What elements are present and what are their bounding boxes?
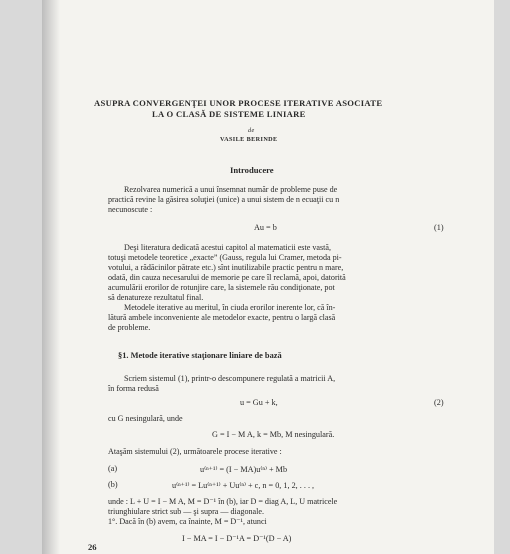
intro-heading: Introducere [230,165,274,175]
paragraph-line: să denatureze rezultatul final. [108,293,204,302]
paragraph-line: triunghiulare strict sub — şi supra — diagonale. [108,507,264,516]
paragraph-line: Scriem sistemul (1), printr-o descompunere regulată a matricii A, [124,374,336,383]
paragraph-line: cu G nesingulară, unde [108,414,183,423]
paragraph-line: în forma redusă [108,384,159,393]
paragraph-line: lătură ambele inconveniente ale metodelor exacte, pentru o largă clasă [108,313,336,322]
paragraph-line: necunoscute : [108,205,153,214]
paragraph-line: practică revine la găsirea soluţiei (unice) a unui sistem de n ecuaţii cu n [108,195,340,204]
paragraph-line: Rezolvarea numerică a unui însemnat număr de probleme puse de [124,185,338,194]
paragraph-line: acumulării erorilor de rotunjire care, la sistemele rău condiţionate, pot [108,283,335,292]
equation-3: G = I − M A, k = Mb, M nesingulară. [212,430,335,439]
equation-2: u = Gu + k, [240,398,278,407]
paragraph-line: Ataşăm sistemului (2), următoarele procese iterative : [108,447,282,456]
document-page [42,0,494,554]
paragraph-line: totuşi metodele teoretice „exacte” (Gauss, regula lui Cramer, metoda pi- [108,253,342,262]
paper-title-line-2: LA O CLASĂ DE SISTEME LINIARE [152,109,306,119]
equation-1-number: (1) [434,223,444,232]
process-b-equation: u⁽ⁿ⁺¹⁾ = Lu⁽ⁿ⁺¹⁾ + Uu⁽ⁿ⁾ + c, n = 0, 1, 2, . . . , [172,481,315,490]
page-number: 26 [88,542,97,552]
paragraph-line: unde : L + U = I − M A, M = D⁻¹ în (b), iar D = diag A, L, U matricele [108,497,338,506]
equation-1: Au = b [254,223,277,232]
paragraph-line: odată, din cauza necesarului de memorie pe care îl reclamă, apoi, datorită [108,273,346,282]
paragraph-line: Metodele iterative au meritul, în ciuda erorilor inerente lor, că în- [124,303,336,312]
byline-de: de [248,127,255,134]
section-heading: §1. Metode iterative staţionare liniare de bază [118,351,282,360]
equation-4: I − MA = I − D⁻¹A = D⁻¹(D − A) [182,534,292,543]
process-a-label: (a) [108,464,118,473]
paragraph-line: de probleme. [108,323,151,332]
equation-2-number: (2) [434,398,444,407]
process-b-label: (b) [108,480,118,489]
process-a-equation: u⁽ⁿ⁺¹⁾ = (I − MA)u⁽ⁿ⁾ + Mb [200,465,288,474]
paragraph-line: votului, a rădăcinilor pătrate etc.) sînt inutilizabile practic pentru n mare, [108,263,344,272]
author-name: VASILE BERINDE [220,136,278,143]
paragraph-line: 1°. Dacă în (b) avem, ca înainte, M = D⁻¹, atunci [108,517,267,526]
paper-title-line-1: ASUPRA CONVERGENŢEI UNOR PROCESE ITERATIVE ASOCIATE [94,98,383,108]
paragraph-line: Deşi literatura dedicată acestui capitol al matematicii este vastă, [124,243,331,252]
